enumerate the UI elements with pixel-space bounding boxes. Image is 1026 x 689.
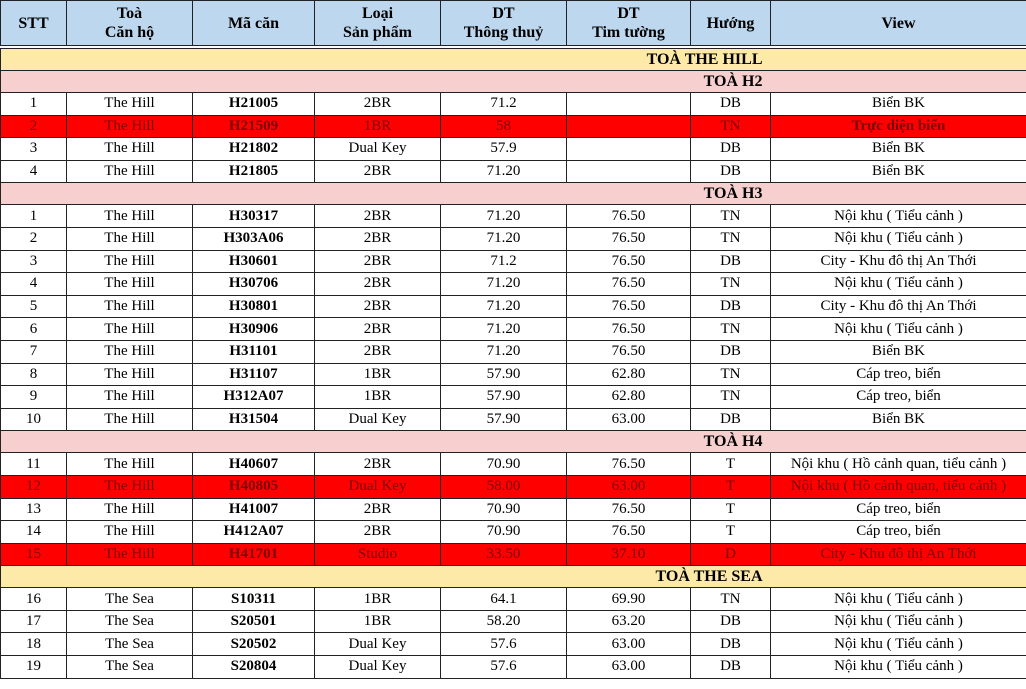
table-row bbox=[1, 205, 1026, 228]
cell-type: Studio bbox=[315, 543, 441, 566]
cell-building: The Hill bbox=[67, 93, 193, 116]
section-title: TOÀ H4 bbox=[1, 431, 771, 453]
cell-view: City - Khu đô thị An Thới bbox=[771, 543, 1026, 566]
cell-direction: DB bbox=[691, 295, 771, 318]
cell-direction: DB bbox=[691, 633, 771, 656]
cell-code: S20502 bbox=[193, 633, 315, 656]
cell-code: H30317 bbox=[193, 205, 315, 228]
header-direction bbox=[691, 1, 771, 46]
table-row bbox=[1, 498, 1026, 521]
cell-type: 2BR bbox=[315, 205, 441, 228]
header-code bbox=[193, 1, 315, 46]
cell-type: Dual Key bbox=[315, 656, 441, 679]
cell-area-gross: 76.50 bbox=[567, 273, 691, 296]
cell-direction: DB bbox=[691, 250, 771, 273]
cell-area-net: 57.9 bbox=[441, 138, 567, 161]
cell-view: Nội khu ( Tiểu cảnh ) bbox=[771, 273, 1026, 296]
cell-stt: 17 bbox=[1, 610, 67, 633]
cell-stt: 9 bbox=[1, 386, 67, 409]
header-line: Sản phẩm bbox=[343, 24, 412, 41]
cell-area-gross bbox=[567, 93, 691, 116]
section-title: TOÀ H3 bbox=[1, 183, 771, 205]
cell-building: The Hill bbox=[67, 138, 193, 161]
cell-direction: TN bbox=[691, 363, 771, 386]
cell-code: H21005 bbox=[193, 93, 315, 116]
cell-area-net: 57.90 bbox=[441, 363, 567, 386]
cell-building: The Hill bbox=[67, 295, 193, 318]
cell-area-gross bbox=[567, 115, 691, 138]
cell-stt: 10 bbox=[1, 408, 67, 431]
cell-code: S20501 bbox=[193, 610, 315, 633]
cell-view: Cáp treo, biển bbox=[771, 521, 1026, 544]
cell-area-net: 64.1 bbox=[441, 588, 567, 611]
cell-direction: T bbox=[691, 498, 771, 521]
cell-area-net: 71.2 bbox=[441, 250, 567, 273]
header-row bbox=[1, 1, 1026, 46]
cell-code: H21802 bbox=[193, 138, 315, 161]
cell-direction: D bbox=[691, 543, 771, 566]
cell-area-net: 58 bbox=[441, 115, 567, 138]
cell-type: 2BR bbox=[315, 160, 441, 183]
cell-building: The Hill bbox=[67, 160, 193, 183]
cell-area-gross: 76.50 bbox=[567, 318, 691, 341]
cell-area-net: 70.90 bbox=[441, 453, 567, 476]
cell-area-gross: 76.50 bbox=[567, 227, 691, 250]
cell-building: The Hill bbox=[67, 115, 193, 138]
cell-building: The Sea bbox=[67, 610, 193, 633]
header-stt bbox=[1, 1, 67, 46]
cell-building: The Sea bbox=[67, 588, 193, 611]
cell-area-net: 70.90 bbox=[441, 498, 567, 521]
cell-area-net: 71.2 bbox=[441, 93, 567, 116]
cell-building: The Hill bbox=[67, 453, 193, 476]
cell-type: 2BR bbox=[315, 93, 441, 116]
cell-building: The Hill bbox=[67, 205, 193, 228]
cell-stt: 1 bbox=[1, 93, 67, 116]
cell-view: City - Khu đô thị An Thới bbox=[771, 295, 1026, 318]
cell-type: 2BR bbox=[315, 453, 441, 476]
cell-type: Dual Key bbox=[315, 633, 441, 656]
cell-direction: TN bbox=[691, 227, 771, 250]
cell-code: H312A07 bbox=[193, 386, 315, 409]
cell-stt: 1 bbox=[1, 205, 67, 228]
table-row bbox=[1, 160, 1026, 183]
cell-stt: 5 bbox=[1, 295, 67, 318]
table-row bbox=[1, 521, 1026, 544]
header-building bbox=[67, 1, 193, 46]
cell-code: H21805 bbox=[193, 160, 315, 183]
cell-area-gross bbox=[567, 138, 691, 161]
table-row bbox=[1, 340, 1026, 363]
cell-area-net: 58.20 bbox=[441, 610, 567, 633]
cell-building: The Hill bbox=[67, 250, 193, 273]
header-area-gross bbox=[567, 1, 691, 46]
cell-area-gross: 76.50 bbox=[567, 295, 691, 318]
section-title: TOÀ THE SEA bbox=[1, 566, 771, 588]
section-title: TOÀ THE HILL bbox=[1, 49, 771, 71]
cell-code: H31101 bbox=[193, 340, 315, 363]
cell-type: 2BR bbox=[315, 340, 441, 363]
cell-area-gross: 76.50 bbox=[567, 521, 691, 544]
cell-code: H30706 bbox=[193, 273, 315, 296]
cell-area-gross: 63.00 bbox=[567, 475, 691, 498]
section-header bbox=[1, 431, 1026, 453]
cell-stt: 11 bbox=[1, 453, 67, 476]
cell-view: City - Khu đô thị An Thới bbox=[771, 250, 1026, 273]
cell-direction: TN bbox=[691, 318, 771, 341]
cell-view: Nội khu ( Tiểu cảnh ) bbox=[771, 610, 1026, 633]
cell-code: S20804 bbox=[193, 656, 315, 679]
cell-code: H41701 bbox=[193, 543, 315, 566]
cell-view: Nội khu ( Hồ cảnh quan, tiểu cảnh ) bbox=[771, 453, 1026, 476]
cell-code: H21509 bbox=[193, 115, 315, 138]
cell-direction: TN bbox=[691, 273, 771, 296]
cell-code: H41007 bbox=[193, 498, 315, 521]
cell-building: The Sea bbox=[67, 633, 193, 656]
cell-type: 2BR bbox=[315, 227, 441, 250]
cell-direction: DB bbox=[691, 656, 771, 679]
table-row bbox=[1, 363, 1026, 386]
cell-type: 1BR bbox=[315, 386, 441, 409]
cell-area-net: 71.20 bbox=[441, 227, 567, 250]
header-line: View bbox=[881, 14, 916, 32]
cell-area-gross: 63.00 bbox=[567, 408, 691, 431]
section-header bbox=[1, 71, 1026, 93]
cell-type: 2BR bbox=[315, 498, 441, 521]
cell-area-net: 71.20 bbox=[441, 273, 567, 296]
cell-building: The Hill bbox=[67, 340, 193, 363]
header-line: STT bbox=[18, 14, 49, 32]
cell-code: H31107 bbox=[193, 363, 315, 386]
cell-area-gross: 62.80 bbox=[567, 386, 691, 409]
cell-stt: 3 bbox=[1, 138, 67, 161]
cell-direction: DB bbox=[691, 610, 771, 633]
cell-direction: TN bbox=[691, 115, 771, 138]
cell-stt: 6 bbox=[1, 318, 67, 341]
cell-type: 1BR bbox=[315, 610, 441, 633]
table-row bbox=[1, 475, 1026, 498]
cell-view: Nội khu ( Tiểu cảnh ) bbox=[771, 656, 1026, 679]
cell-code: H303A06 bbox=[193, 227, 315, 250]
cell-building: The Hill bbox=[67, 521, 193, 544]
cell-view: Biển BK bbox=[771, 160, 1026, 183]
cell-building: The Hill bbox=[67, 475, 193, 498]
table-row bbox=[1, 93, 1026, 116]
cell-area-gross: 63.00 bbox=[567, 633, 691, 656]
cell-area-net: 57.6 bbox=[441, 656, 567, 679]
cell-code: H31504 bbox=[193, 408, 315, 431]
cell-building: The Hill bbox=[67, 227, 193, 250]
cell-code: H412A07 bbox=[193, 521, 315, 544]
cell-area-gross: 76.50 bbox=[567, 340, 691, 363]
cell-area-net: 58.00 bbox=[441, 475, 567, 498]
cell-stt: 18 bbox=[1, 633, 67, 656]
cell-stt: 4 bbox=[1, 273, 67, 296]
table-row bbox=[1, 115, 1026, 138]
cell-type: Dual Key bbox=[315, 138, 441, 161]
cell-stt: 7 bbox=[1, 340, 67, 363]
cell-direction: T bbox=[691, 475, 771, 498]
cell-direction: DB bbox=[691, 138, 771, 161]
cell-type: Dual Key bbox=[315, 475, 441, 498]
cell-building: The Hill bbox=[67, 543, 193, 566]
table-row bbox=[1, 610, 1026, 633]
cell-direction: DB bbox=[691, 340, 771, 363]
header-line: Căn hộ bbox=[104, 24, 155, 41]
cell-area-net: 71.20 bbox=[441, 340, 567, 363]
cell-building: The Hill bbox=[67, 318, 193, 341]
cell-view: Nội khu ( Tiểu cảnh ) bbox=[771, 318, 1026, 341]
header-line: Thông thuỷ bbox=[463, 24, 544, 41]
cell-building: The Hill bbox=[67, 363, 193, 386]
cell-code: H40805 bbox=[193, 475, 315, 498]
cell-area-net: 71.20 bbox=[441, 295, 567, 318]
header-line: Hướng bbox=[706, 14, 755, 32]
cell-stt: 16 bbox=[1, 588, 67, 611]
cell-code: S10311 bbox=[193, 588, 315, 611]
cell-view: Nội khu ( Tiểu cảnh ) bbox=[771, 588, 1026, 611]
header-view bbox=[771, 1, 1026, 46]
cell-type: 2BR bbox=[315, 273, 441, 296]
table-row bbox=[1, 543, 1026, 566]
cell-view: Trực diện biển bbox=[771, 115, 1026, 138]
cell-area-net: 71.20 bbox=[441, 205, 567, 228]
cell-area-gross bbox=[567, 160, 691, 183]
cell-direction: TN bbox=[691, 205, 771, 228]
cell-code: H30601 bbox=[193, 250, 315, 273]
table-row bbox=[1, 656, 1026, 679]
cell-stt: 2 bbox=[1, 227, 67, 250]
cell-type: Dual Key bbox=[315, 408, 441, 431]
cell-stt: 14 bbox=[1, 521, 67, 544]
cell-view: Cáp treo, biển bbox=[771, 363, 1026, 386]
table-row bbox=[1, 227, 1026, 250]
cell-area-gross: 63.00 bbox=[567, 656, 691, 679]
cell-view: Nội khu ( Tiểu cảnh ) bbox=[771, 205, 1026, 228]
cell-type: 1BR bbox=[315, 588, 441, 611]
table-row bbox=[1, 588, 1026, 611]
cell-area-gross: 69.90 bbox=[567, 588, 691, 611]
header-type bbox=[315, 1, 441, 46]
cell-direction: TN bbox=[691, 386, 771, 409]
cell-building: The Sea bbox=[67, 656, 193, 679]
cell-area-net: 57.6 bbox=[441, 633, 567, 656]
cell-area-net: 70.90 bbox=[441, 521, 567, 544]
cell-building: The Hill bbox=[67, 386, 193, 409]
cell-code: H30801 bbox=[193, 295, 315, 318]
cell-type: 1BR bbox=[315, 115, 441, 138]
header-line: DT bbox=[617, 5, 640, 22]
cell-area-net: 57.90 bbox=[441, 386, 567, 409]
cell-type: 1BR bbox=[315, 363, 441, 386]
cell-direction: DB bbox=[691, 160, 771, 183]
cell-stt: 13 bbox=[1, 498, 67, 521]
cell-stt: 15 bbox=[1, 543, 67, 566]
cell-stt: 12 bbox=[1, 475, 67, 498]
cell-view: Cáp treo, biển bbox=[771, 386, 1026, 409]
cell-building: The Hill bbox=[67, 498, 193, 521]
cell-direction: T bbox=[691, 453, 771, 476]
cell-area-net: 33.50 bbox=[441, 543, 567, 566]
cell-type: 2BR bbox=[315, 250, 441, 273]
cell-view: Cáp treo, biển bbox=[771, 498, 1026, 521]
cell-building: The Hill bbox=[67, 408, 193, 431]
table-row bbox=[1, 138, 1026, 161]
cell-direction: DB bbox=[691, 408, 771, 431]
cell-area-net: 71.20 bbox=[441, 160, 567, 183]
header-line: Tim tường bbox=[592, 24, 665, 41]
cell-stt: 4 bbox=[1, 160, 67, 183]
table-row bbox=[1, 295, 1026, 318]
cell-direction: DB bbox=[691, 93, 771, 116]
header-line: Toà bbox=[116, 5, 143, 22]
cell-type: 2BR bbox=[315, 295, 441, 318]
cell-building: The Hill bbox=[67, 273, 193, 296]
section-header bbox=[1, 49, 1026, 71]
header-line: Loại bbox=[361, 5, 394, 22]
table-body bbox=[1, 46, 1026, 679]
cell-area-gross: 76.50 bbox=[567, 453, 691, 476]
section-title: TOÀ H2 bbox=[1, 71, 771, 93]
cell-area-gross: 76.50 bbox=[567, 498, 691, 521]
cell-area-net: 57.90 bbox=[441, 408, 567, 431]
section-header bbox=[1, 566, 1026, 588]
section-header bbox=[1, 183, 1026, 205]
cell-code: H30906 bbox=[193, 318, 315, 341]
cell-type: 2BR bbox=[315, 521, 441, 544]
cell-area-gross: 63.20 bbox=[567, 610, 691, 633]
cell-view: Biển BK bbox=[771, 340, 1026, 363]
cell-view: Nội khu ( Hồ cảnh quan, tiểu cảnh ) bbox=[771, 475, 1026, 498]
cell-area-gross: 76.50 bbox=[567, 205, 691, 228]
cell-area-net: 71.20 bbox=[441, 318, 567, 341]
table-row bbox=[1, 453, 1026, 476]
cell-stt: 8 bbox=[1, 363, 67, 386]
cell-area-gross: 76.50 bbox=[567, 250, 691, 273]
cell-view: Biển BK bbox=[771, 138, 1026, 161]
cell-stt: 19 bbox=[1, 656, 67, 679]
table-row bbox=[1, 408, 1026, 431]
cell-view: Nội khu ( Tiểu cảnh ) bbox=[771, 633, 1026, 656]
table-row bbox=[1, 633, 1026, 656]
cell-area-gross: 62.80 bbox=[567, 363, 691, 386]
cell-view: Biển BK bbox=[771, 408, 1026, 431]
cell-direction: TN bbox=[691, 588, 771, 611]
cell-view: Biển BK bbox=[771, 93, 1026, 116]
cell-code: H40607 bbox=[193, 453, 315, 476]
cell-stt: 2 bbox=[1, 115, 67, 138]
cell-stt: 3 bbox=[1, 250, 67, 273]
table-row bbox=[1, 386, 1026, 409]
cell-direction: T bbox=[691, 521, 771, 544]
table-row bbox=[1, 273, 1026, 296]
header-line: DT bbox=[492, 5, 515, 22]
header-line: Mã căn bbox=[227, 14, 280, 32]
cell-area-gross: 37.10 bbox=[567, 543, 691, 566]
table-row bbox=[1, 250, 1026, 273]
cell-view: Nội khu ( Tiểu cảnh ) bbox=[771, 227, 1026, 250]
table-row bbox=[1, 318, 1026, 341]
cell-type: 2BR bbox=[315, 318, 441, 341]
header-area-net bbox=[441, 1, 567, 46]
